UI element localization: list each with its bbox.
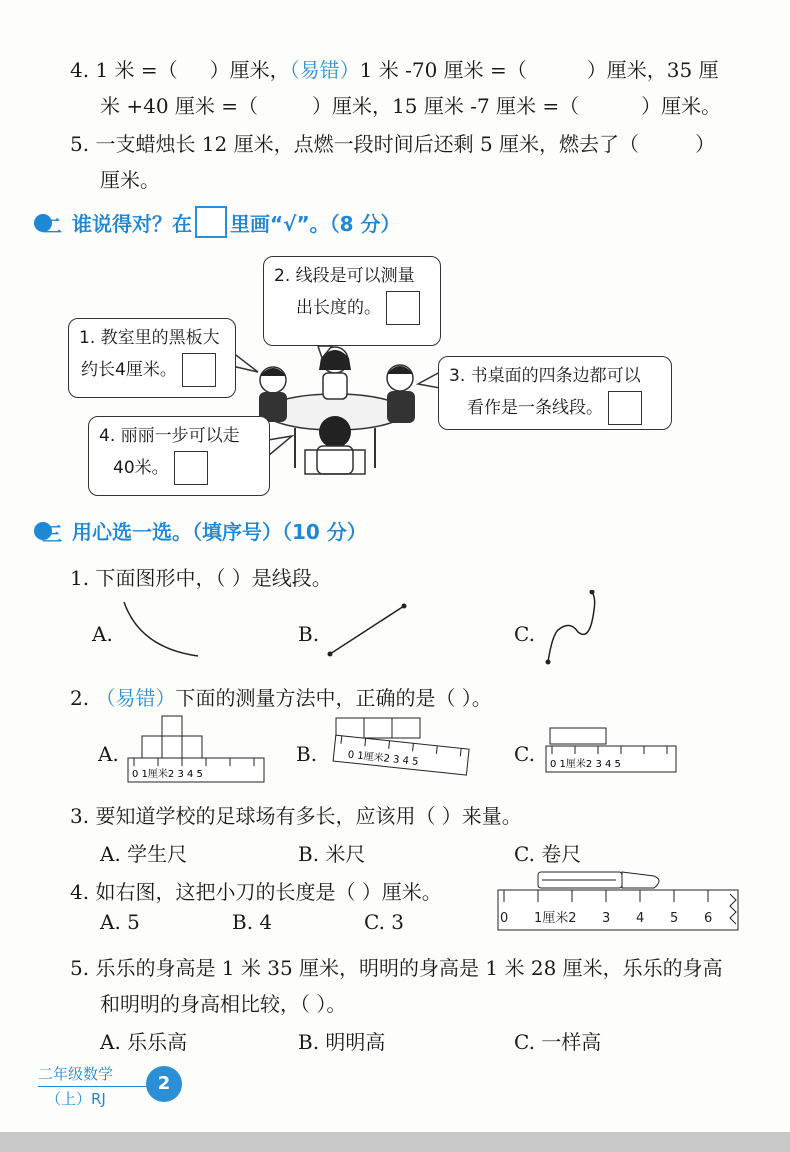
s3-q1-option-b[interactable]: B. (298, 622, 320, 646)
svg-text:3: 3 (602, 911, 611, 926)
s3-q5-option-c[interactable]: C. 一样高 (514, 1030, 602, 1054)
s3-q2-option-c[interactable]: C. (514, 742, 535, 766)
q4-line1: 4. 1 米 =（ ）厘米，（易错）1 米 -70 厘米 =（ ）厘米，35 厘 (70, 58, 719, 82)
s3-q5-option-a[interactable]: A. 乐乐高 (100, 1030, 188, 1054)
s3-q5-line1: 5. 乐乐的身高是 1 米 35 厘米，明明的身高是 1 米 28 厘米，乐乐的身高 (70, 956, 723, 980)
statement-bubble-1: 1. 教室里的黑板大 约长4厘米。 (68, 318, 236, 398)
ruler-option-a (120, 714, 270, 786)
svg-text:0 1厘米2 3 4 5: 0 1厘米2 3 4 5 (347, 749, 419, 768)
s3-q1-option-c[interactable]: C. (514, 622, 535, 646)
s3-q4-option-c[interactable]: C. 3 (364, 910, 405, 934)
ruler-option-c (540, 724, 680, 776)
q5-line1: 5. 一支蜡烛长 12 厘米，点燃一段时间后还剩 5 厘米，燃去了（ ） (70, 132, 716, 156)
segment-figure-b (330, 606, 404, 654)
s3-q2-option-a[interactable]: A. (98, 742, 119, 766)
svg-text:0: 0 (500, 911, 509, 926)
section-badge-icon: 三 (34, 519, 68, 543)
svg-text:0 1厘米2 3 4 5: 0 1厘米2 3 4 5 (550, 759, 621, 770)
curve-figure-a (124, 602, 198, 656)
svg-text:0 1厘米2 3 4 5: 0 1厘米2 3 4 5 (132, 769, 203, 780)
s3-q4-text: 4. 如右图，这把小刀的长度是（ ）厘米。 (70, 880, 442, 904)
s3-q5-option-b[interactable]: B. 明明高 (298, 1030, 386, 1054)
section-3-header: 三 用心选一选。（填序号）（10 分） (34, 516, 367, 545)
curve-figure-c (548, 592, 595, 662)
svg-text:5: 5 (670, 911, 679, 926)
s3-q4-option-a[interactable]: A. 5 (100, 910, 140, 934)
statement-bubble-2: 2. 线段是可以测量 出长度的。 (263, 256, 441, 346)
answer-box-2[interactable] (386, 291, 420, 325)
s3-q1-option-a[interactable]: A. (92, 622, 113, 646)
q5-line2: 厘米。 (100, 168, 160, 192)
s3-q4-option-b[interactable]: B. 4 (232, 910, 273, 934)
svg-text:6: 6 (704, 911, 713, 926)
knife-icon (538, 872, 659, 888)
section-2-header: 二 谁说得对？在 里画“√”。（8 分） (34, 206, 401, 238)
footer-grade-label: 二年级数学 （上）RJ (38, 1064, 148, 1109)
s3-q3-option-b[interactable]: B. 米尺 (298, 842, 366, 866)
tricky-tag: （易错） (289, 58, 360, 82)
knife-on-ruler-figure (494, 868, 742, 934)
q4-line2: 米 +40 厘米 =（ ）厘米，15 厘米 -7 厘米 =（ ）厘米。 (100, 94, 722, 118)
ruler-option-b (330, 716, 470, 786)
bottom-margin-bar (0, 1132, 790, 1152)
answer-box-3[interactable] (608, 391, 642, 425)
svg-text:1厘米2: 1厘米2 (534, 911, 577, 926)
s3-q3-option-c[interactable]: C. 卷尺 (514, 842, 582, 866)
s3-q2-text: 2. （易错）下面的测量方法中，正确的是（ ）。 (70, 686, 492, 710)
answer-box-1[interactable] (182, 353, 216, 387)
page-number: 2 (146, 1066, 182, 1102)
svg-text:4: 4 (636, 911, 645, 926)
statement-bubble-4: 4. 丽丽一步可以走 40米。 (88, 416, 270, 496)
answer-box-4[interactable] (174, 451, 208, 485)
s3-q3-option-a[interactable]: A. 学生尺 (100, 842, 188, 866)
footer-divider (38, 1086, 148, 1087)
s3-q1-text: 1. 下面图形中，（ ）是线段。 (70, 566, 332, 590)
s3-q1-figures (0, 590, 790, 670)
s3-q5-line2: 和明明的身高相比较，（ ）。 (100, 992, 347, 1016)
statement-bubble-3: 3. 书桌面的四条边都可以 看作是一条线段。 (438, 356, 672, 430)
section-badge-icon: 二 (34, 211, 68, 235)
s3-q2-option-b[interactable]: B. (296, 742, 318, 766)
s3-q3-text: 3. 要知道学校的足球场有多长，应该用（ ）来量。 (70, 804, 522, 828)
